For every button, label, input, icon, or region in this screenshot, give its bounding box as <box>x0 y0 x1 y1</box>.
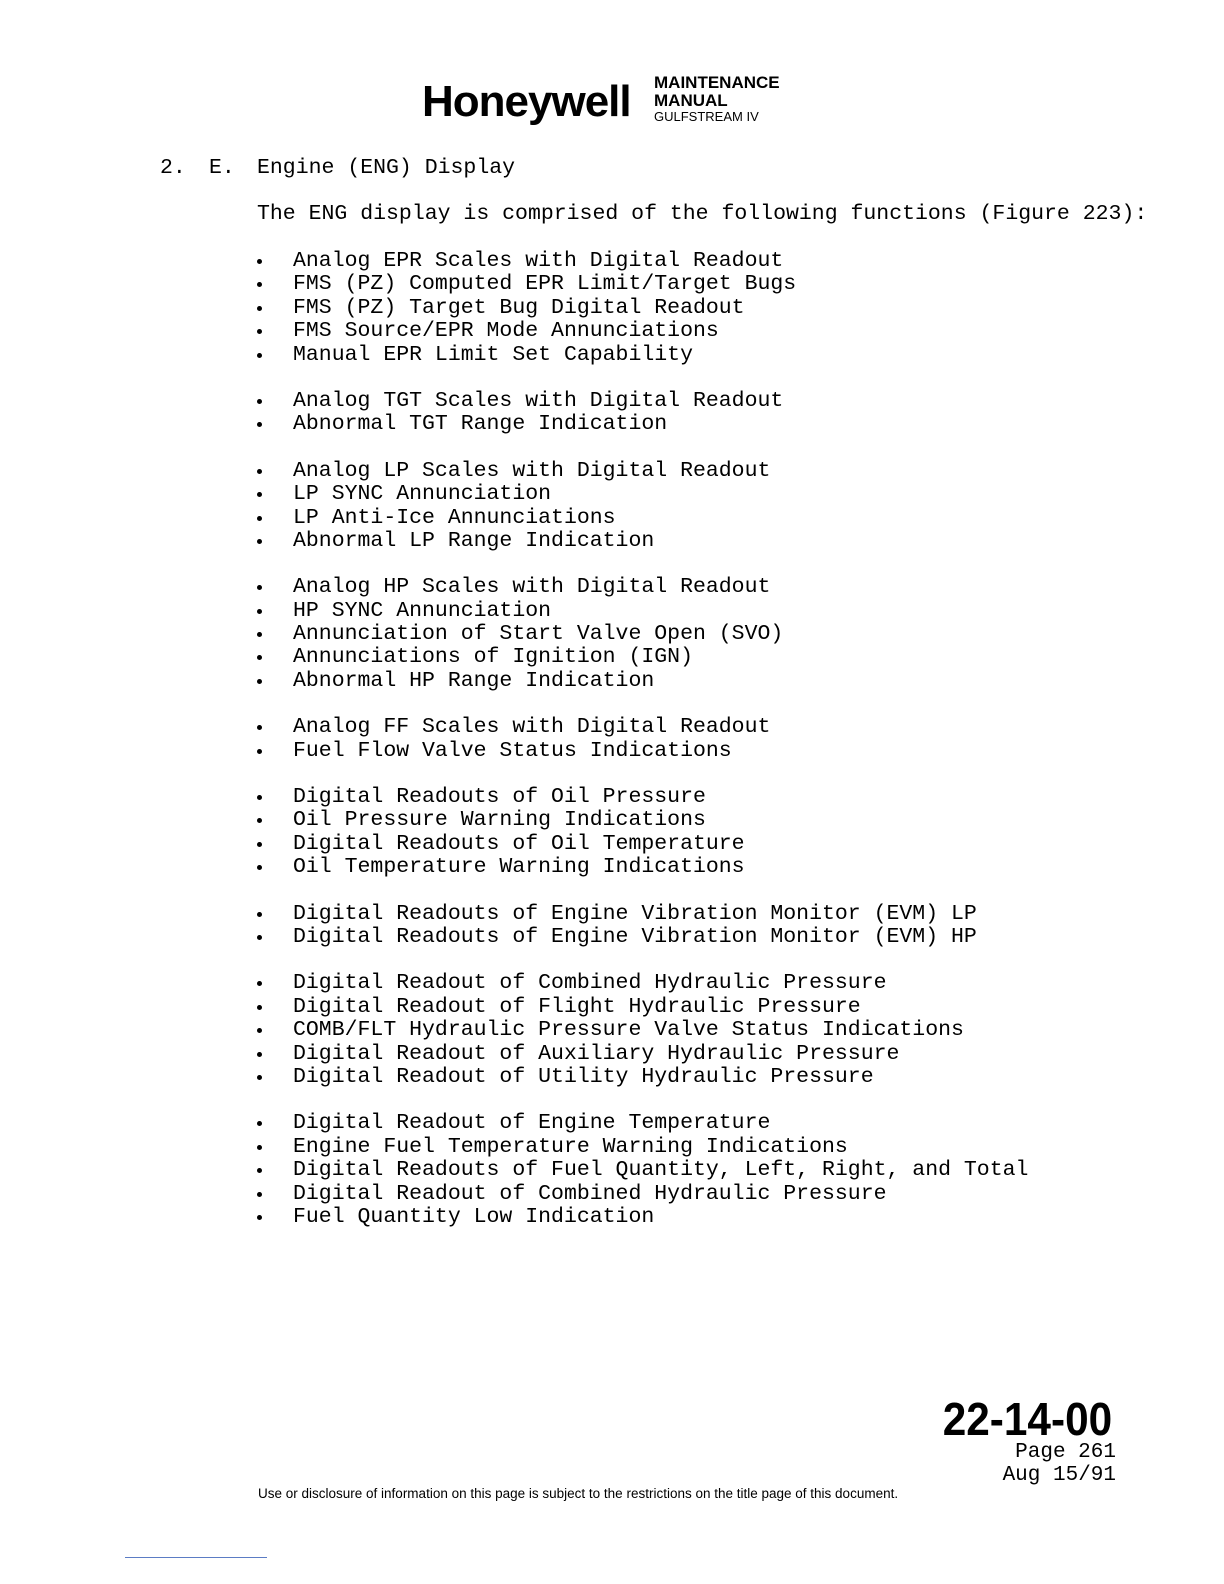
list-item <box>257 250 1028 273</box>
list-item-text: Analog FF Scales with Digital Readout <box>293 715 771 740</box>
function-group <box>257 716 1028 763</box>
list-item-text: FMS (PZ) Computed EPR Limit/Target Bugs <box>293 272 797 297</box>
list-item-text: Oil Temperature Warning Indications <box>293 855 745 880</box>
list-item <box>257 273 1028 296</box>
list-item-text: Abnormal LP Range Indication <box>293 528 655 553</box>
list-item <box>257 413 1028 436</box>
list-item-text: Analog TGT Scales with Digital Readout <box>293 388 784 413</box>
list-item <box>257 297 1028 320</box>
list-item <box>257 483 1028 506</box>
list-item-text: Oil Pressure Warning Indications <box>293 808 706 833</box>
section-letter: E. <box>209 156 235 180</box>
list-item-text: Manual EPR Limit Set Capability <box>293 342 693 367</box>
list-item-text: LP SYNC Annunciation <box>293 482 552 507</box>
bullet-icon <box>257 1168 262 1173</box>
list-item-text: Digital Readouts of Engine Vibration Monitor (EVM) HP <box>293 924 977 949</box>
function-group <box>257 250 1028 367</box>
list-item-text: FMS Source/EPR Mode Annunciations <box>293 319 719 344</box>
function-group <box>257 786 1028 880</box>
bullet-icon <box>257 1215 262 1220</box>
list-item-text: COMB/FLT Hydraulic Pressure Valve Status Indications <box>293 1018 964 1043</box>
list-item-text: Analog EPR Scales with Digital Readout <box>293 249 784 273</box>
bullet-icon <box>257 749 262 754</box>
list-item <box>257 507 1028 530</box>
list-item <box>257 1136 1028 1159</box>
bullet-icon <box>257 609 262 614</box>
bullet-icon <box>257 842 262 847</box>
list-item <box>257 1043 1028 1066</box>
list-item-text: Abnormal HP Range Indication <box>293 668 655 693</box>
brand-logo: Honeywell <box>422 77 631 126</box>
bullet-icon <box>257 1145 262 1150</box>
list-item <box>257 903 1028 926</box>
list-item-text: Digital Readouts of Oil Pressure <box>293 785 706 810</box>
manual-line-1: MAINTENANCE <box>654 73 780 92</box>
list-item <box>257 1112 1028 1135</box>
list-item <box>257 600 1028 623</box>
document-number: 22-14-00 <box>942 1393 1112 1445</box>
list-item-text: LP Anti-Ice Annunciations <box>293 505 616 530</box>
bullet-icon <box>257 1052 262 1057</box>
list-item-text: Digital Readout of Utility Hydraulic Pressure <box>293 1064 874 1089</box>
bullet-icon <box>257 259 262 264</box>
bullet-icon <box>257 912 262 917</box>
list-item <box>257 530 1028 553</box>
list-item-text: Digital Readout of Engine Temperature <box>293 1111 771 1136</box>
list-item <box>257 670 1028 693</box>
footer-rule <box>125 1557 267 1558</box>
list-item-text: Digital Readout of Combined Hydraulic Pressure <box>293 1181 887 1206</box>
function-group <box>257 972 1028 1089</box>
list-item <box>257 460 1028 483</box>
list-item-text: HP SYNC Annunciation <box>293 598 552 623</box>
list-item-text: Fuel Flow Valve Status Indications <box>293 738 732 763</box>
section-intro: The ENG display is comprised of the following functions (Figure 223): <box>257 202 1148 226</box>
bullet-icon <box>257 1005 262 1010</box>
bullet-icon <box>257 306 262 311</box>
list-item <box>257 809 1028 832</box>
list-item <box>257 320 1028 343</box>
revision-date: Aug 15/91 <box>1002 1464 1116 1487</box>
list-item <box>257 646 1028 669</box>
bullet-icon <box>257 981 262 986</box>
list-item-text: Annunciation of Start Valve Open (SVO) <box>293 622 784 647</box>
list-item <box>257 576 1028 599</box>
list-item-text: Engine Fuel Temperature Warning Indications <box>293 1134 848 1159</box>
manual-line-2: MANUAL <box>654 91 728 110</box>
list-item-text: Abnormal TGT Range Indication <box>293 412 668 437</box>
list-item <box>257 996 1028 1019</box>
bullet-icon <box>257 469 262 474</box>
list-item <box>257 1206 1028 1229</box>
list-item <box>257 856 1028 879</box>
bullet-icon <box>257 585 262 590</box>
list-item <box>257 833 1028 856</box>
bullet-icon <box>257 539 262 544</box>
list-item <box>257 1183 1028 1206</box>
list-item <box>257 344 1028 367</box>
bullet-icon <box>257 329 262 334</box>
bullet-icon <box>257 516 262 521</box>
bullet-icon <box>257 655 262 660</box>
bullet-icon <box>257 1121 262 1126</box>
list-item-text: Digital Readouts of Oil Temperature <box>293 831 745 856</box>
list-item-text: Digital Readout of Flight Hydraulic Pressure <box>293 994 861 1019</box>
list-item-text: Digital Readout of Auxiliary Hydraulic Pressure <box>293 1041 900 1066</box>
bullet-icon <box>257 935 262 940</box>
list-item <box>257 1019 1028 1042</box>
bullet-icon <box>257 865 262 870</box>
function-lists <box>257 250 1028 1252</box>
page-number: Page 261 <box>1015 1441 1116 1464</box>
bullet-icon <box>257 1192 262 1197</box>
bullet-icon <box>257 492 262 497</box>
bullet-icon <box>257 818 262 823</box>
list-item-text: FMS (PZ) Target Bug Digital Readout <box>293 295 745 320</box>
list-item <box>257 786 1028 809</box>
list-item <box>257 1159 1028 1182</box>
function-group <box>257 576 1028 693</box>
bullet-icon <box>257 282 262 287</box>
list-item-text: Analog HP Scales with Digital Readout <box>293 575 771 600</box>
list-item <box>257 716 1028 739</box>
bullet-icon <box>257 632 262 637</box>
function-group <box>257 390 1028 437</box>
list-item <box>257 623 1028 646</box>
manual-title <box>654 74 780 124</box>
section-title: Engine (ENG) Display <box>257 156 516 180</box>
list-item-text: Fuel Quantity Low Indication <box>293 1204 655 1229</box>
function-group <box>257 1112 1028 1229</box>
bullet-icon <box>257 679 262 684</box>
bullet-icon <box>257 795 262 800</box>
bullet-icon <box>257 353 262 358</box>
list-item <box>257 972 1028 995</box>
list-item-text: Digital Readout of Combined Hydraulic Pressure <box>293 971 887 996</box>
bullet-icon <box>257 399 262 404</box>
function-group <box>257 903 1028 950</box>
list-item-text: Annunciations of Ignition (IGN) <box>293 645 693 670</box>
disclosure-notice: Use or disclosure of information on this page is subject to the restrictions on the title page of this document. <box>258 1486 899 1501</box>
bullet-icon <box>257 422 262 427</box>
bullet-icon <box>257 725 262 730</box>
list-item <box>257 1066 1028 1089</box>
function-group <box>257 460 1028 554</box>
bullet-icon <box>257 1075 262 1080</box>
section-number: 2. <box>160 156 186 180</box>
list-item-text: Analog LP Scales with Digital Readout <box>293 458 771 483</box>
bullet-icon <box>257 1028 262 1033</box>
manual-line-3: GULFSTREAM IV <box>654 109 759 124</box>
list-item <box>257 740 1028 763</box>
list-item <box>257 926 1028 949</box>
list-item-text: Digital Readouts of Fuel Quantity, Left, Right, and Total <box>293 1158 1029 1183</box>
list-item <box>257 390 1028 413</box>
list-item-text: Digital Readouts of Engine Vibration Monitor (EVM) LP <box>293 901 977 926</box>
